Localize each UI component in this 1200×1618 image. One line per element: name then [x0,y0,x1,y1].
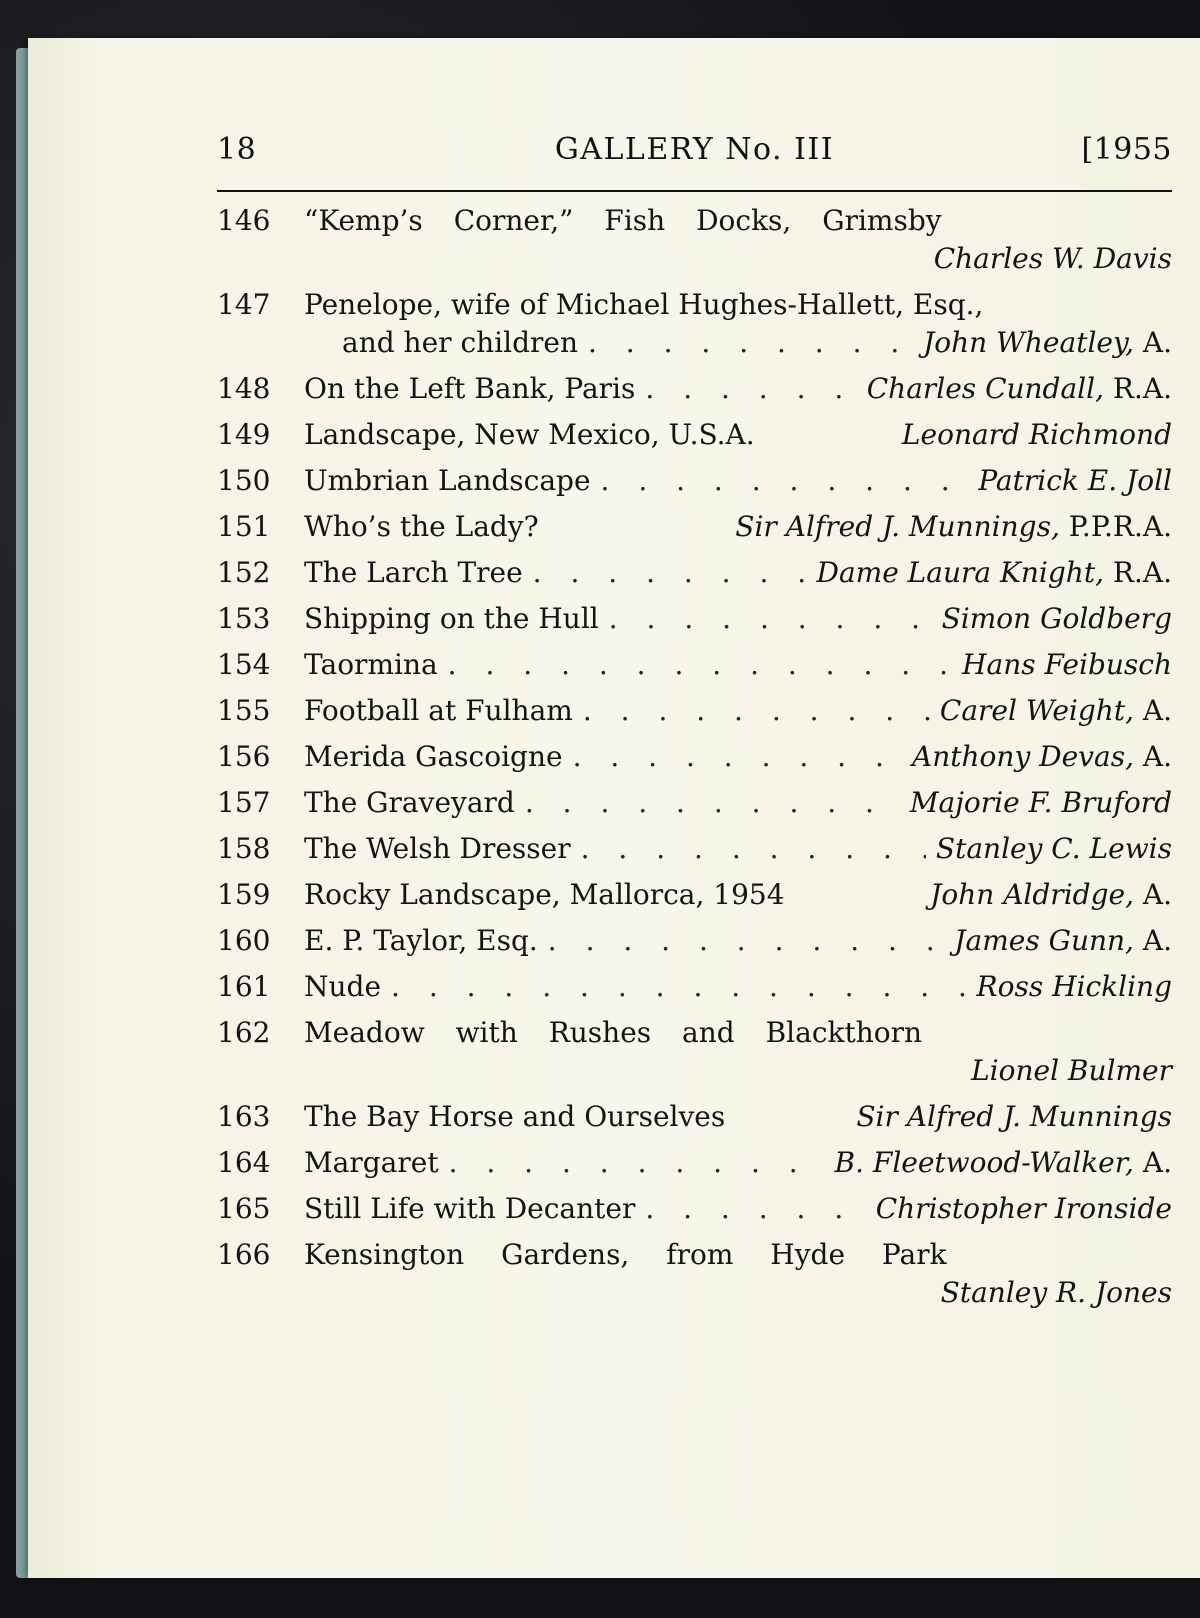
leader-dots [391,968,967,1006]
catalogue-entry-161 [217,968,1172,1006]
entry-title: Kensington Gardens, from Hyde Park [304,1238,947,1271]
entry-title: Taormina [304,648,438,681]
entry-artist: James Gunn, A. [954,924,1172,957]
entry-number: 152 [217,556,271,589]
catalogue-list [217,202,1172,1320]
entry-title: Who’s the Lady? [304,510,539,543]
entry-number: 165 [217,1192,271,1225]
leader-dots [588,324,913,362]
entry-artist: Christopher Ironside [875,1192,1172,1225]
entry-artist: John Aldridge, A. [930,878,1172,911]
leader-dots [601,462,969,500]
entry-number: 162 [217,1016,271,1049]
entry-artist: Stanley R. Jones [940,1276,1172,1309]
catalogue-entry-160 [217,922,1172,960]
entry-title-continued: and her children [342,326,578,359]
catalogue-entry-162 [217,1014,1172,1090]
entry-title: Merida Gascoigne [304,740,563,773]
entry-artist: Ross Hickling [976,970,1172,1003]
entry-title: Still Life with Decanter [304,1192,636,1225]
catalogue-entry-156 [217,738,1172,776]
leader-dots [548,922,945,960]
entry-number: 157 [217,786,271,819]
entry-number: 166 [217,1238,271,1271]
entry-artist: Patrick E. Joll [978,464,1172,497]
entry-artist: Charles Cundall, R.A. [866,372,1172,405]
entry-number: 163 [217,1100,271,1133]
catalogue-entry-163 [217,1098,1172,1136]
entry-artist: Hans Feibusch [962,648,1172,681]
entry-number: 164 [217,1146,271,1179]
entry-title: E. P. Taylor, Esq. [304,924,538,957]
entry-artist: Majorie F. Bruford [909,786,1172,819]
entry-number: 147 [217,288,271,321]
entry-artist: Dame Laura Knight, R.A. [816,556,1172,589]
catalogue-entry-153 [217,600,1172,638]
catalogue-entry-152 [217,554,1172,592]
entry-number: 155 [217,694,271,727]
entry-number: 154 [217,648,271,681]
leader-dots [583,692,930,730]
entry-title: Margaret [304,1146,439,1179]
catalogue-entry-146 [217,202,1172,278]
catalogue-entry-150 [217,462,1172,500]
catalogue-entry-154 [217,646,1172,684]
entry-artist: Carel Weight, A. [939,694,1172,727]
leader-dots [645,1190,865,1228]
entry-artist: John Wheatley, A. [923,326,1172,359]
leader-dots [581,830,926,868]
entry-artist: Sir Alfred J. Munnings [856,1100,1172,1133]
page-number: 18 [217,132,257,167]
entry-title: The Graveyard [304,786,515,819]
gallery-title: GALLERY No. III [554,132,835,167]
header-rule [217,190,1172,192]
catalogue-entry-149 [217,416,1172,454]
catalogue-entry-151 [217,508,1172,546]
entry-title: Nude [304,970,382,1003]
entry-artist: Simon Goldberg [941,602,1172,635]
entry-title: “Kemp’s Corner,” Fish Docks, Grimsby [304,204,942,237]
entry-number: 161 [217,970,271,1003]
leader-dots [533,554,807,592]
entry-title: The Welsh Dresser [304,832,571,865]
catalogue-entry-158 [217,830,1172,868]
entry-title: Football at Fulham [304,694,573,727]
leader-dots [645,370,856,408]
entry-number: 156 [217,740,271,773]
catalogue-entry-166 [217,1236,1172,1312]
entry-title: Landscape, New Mexico, U.S.A. [304,418,755,451]
leader-dots [448,646,952,684]
entry-title: The Larch Tree [304,556,523,589]
entry-artist: Leonard Richmond [901,418,1172,451]
entry-number: 149 [217,418,271,451]
entry-number: 153 [217,602,271,635]
running-head [217,132,1172,176]
catalogue-entry-155 [217,692,1172,730]
entry-title: On the Left Bank, Paris [304,372,636,405]
catalogue-entry-165 [217,1190,1172,1228]
leader-dots [609,600,932,638]
entry-number: 151 [217,510,271,543]
catalogue-entry-159 [217,876,1172,914]
entry-title: Rocky Landscape, Mallorca, 1954 [304,878,785,911]
entry-title: Umbrian Landscape [304,464,591,497]
catalogue-entry-147 [217,286,1172,362]
leader-dots [449,1144,825,1182]
leader-dots [573,738,902,776]
catalogue-entry-157 [217,784,1172,822]
entry-title: Penelope, wife of Michael Hughes-Hallett, Esq., [304,288,984,321]
catalogue-entry-164 [217,1144,1172,1182]
entry-title: Meadow with Rushes and Blackthorn [304,1016,923,1049]
entry-title: The Bay Horse and Ourselves [304,1100,726,1133]
catalogue-entry-148 [217,370,1172,408]
entry-artist: Lionel Bulmer [971,1054,1172,1087]
entry-number: 148 [217,372,271,405]
year-label: [1955 [1081,132,1172,167]
entry-artist: Anthony Devas, A. [912,740,1172,773]
entry-number: 159 [217,878,271,911]
entry-artist: Charles W. Davis [933,242,1172,275]
entry-number: 146 [217,204,271,237]
entry-artist: B. Fleetwood-Walker, A. [834,1146,1172,1179]
entry-number: 150 [217,464,271,497]
entry-number: 158 [217,832,271,865]
entry-artist: Sir Alfred J. Munnings, P.P.R.A. [735,510,1172,543]
entry-title: Shipping on the Hull [304,602,599,635]
entry-artist: Stanley C. Lewis [935,832,1172,865]
entry-number: 160 [217,924,271,957]
leader-dots [525,784,900,822]
